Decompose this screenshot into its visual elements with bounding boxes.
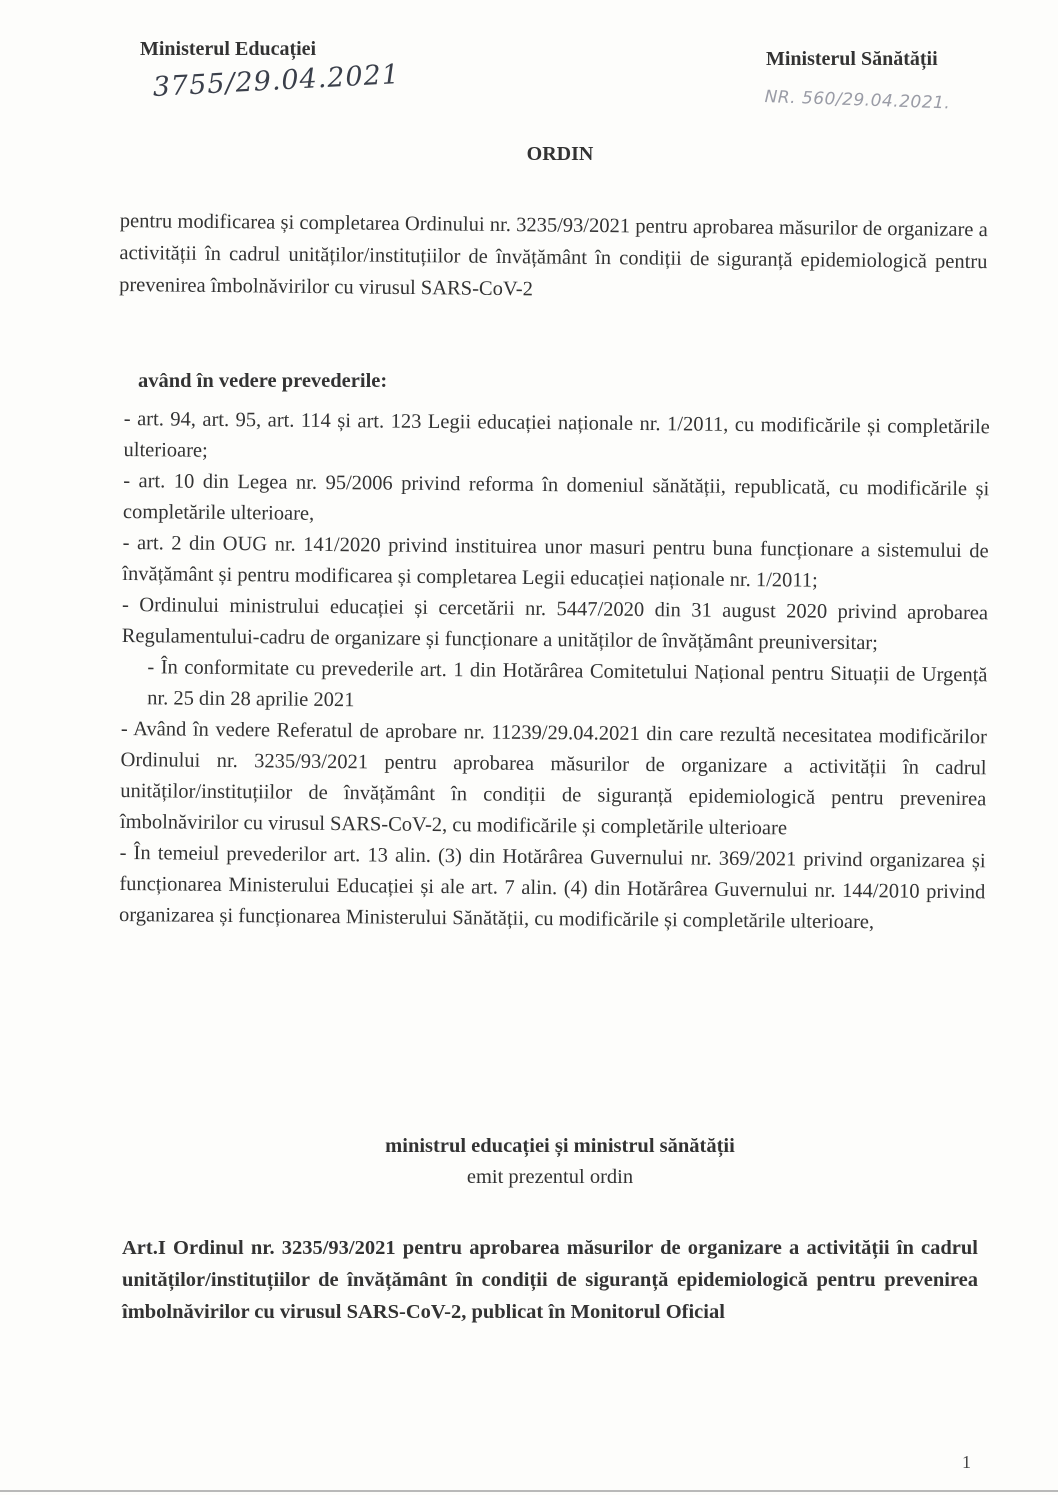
consideration-item: - În conformitate cu prevederile art. 1 din Hotărârea Comitetului Național pentru Situații de Urgență nr. 25 din 28 aprilie 2021 bbox=[147, 656, 988, 712]
consideration-item: - Ordinului ministrului educației și cercetării nr. 5447/2020 din 31 august 2020 privind aprobarea Regulamentului-cadru de organizare și funcționare a unităților de învățământ preuniversitar; bbox=[121, 593, 989, 655]
document-title: ORDIN bbox=[526, 143, 594, 165]
order-subject: pentru modificarea și completarea Ordinului nr. 3235/93/2021 pentru aprobarea măsurilor de organizare a activității în cadrul unităților/instituțiilor de învățământ în condiții de siguranță epidemiologică pentru prevenirea îmbolnăvirilor cu virusul SARS-CoV-2 bbox=[119, 209, 988, 301]
page-number: 1 bbox=[962, 1452, 971, 1472]
issuing-ministers: ministrul educației și ministrul sănătății bbox=[385, 1135, 735, 1157]
issuer-left-ministry: Ministerul Educației bbox=[140, 38, 317, 60]
consideration-item: - În temeiul prevederilor art. 13 alin. (3) din Hotărârea Guvernului nr. 369/2021 privind organizarea și funcționarea Ministerului Educației și ale art. 7 alin. (4) din Hotărârea Guvernului nr. 144/2010 privind organizarea și funcționarea Ministerului Sănătății, cu modificările și completările ulterioare, bbox=[118, 841, 986, 934]
registration-number-left-handwritten: 3755/29.04.2021 bbox=[152, 59, 401, 103]
considerations-list bbox=[119, 404, 990, 939]
issue-phrase: emit prezentul ordin bbox=[466, 1166, 634, 1188]
scan-edge-line bbox=[0, 1490, 1058, 1492]
article-1: Art.I Ordinul nr. 3235/93/2021 pentru aprobarea măsurilor de organizare a activității în cadrul unităților/instituțiilor de învățământ în condiții de siguranță epidemiologică pentru prevenirea îmbolnăvirilor cu virusul SARS-CoV-2, publicat în Monitorul Oficial bbox=[122, 1237, 978, 1323]
issuer-right-ministry: Ministerul Sănătății bbox=[766, 48, 938, 70]
consideration-item: - Având în vedere Referatul de aprobare nr. 11239/29.04.2021 din care rezultă necesitatea modificărilor Ordinului nr. 3235/93/2021 pentru aprobarea măsurilor de organizare a activității în cadrul unităților/instituțiilor de învățământ în condiții de siguranță epidemiologică pentru prevenirea îmbolnăvirilor cu virusul SARS-CoV-2, cu modificările și completările ulterioare bbox=[119, 717, 987, 840]
registration-number-right-handwritten: NR. 560/29.04.2021. bbox=[764, 87, 951, 114]
consideration-item: - art. 10 din Legea nr. 95/2006 privind reforma în domeniul sănătății, republicată, cu modificările și completările ulterioare, bbox=[122, 469, 990, 525]
consideration-item: - art. 94, art. 95, art. 114 și art. 123 Legii educației naționale nr. 1/2011, cu modificările și completările ulterioare; bbox=[123, 407, 990, 462]
consideration-item: - art. 2 din OUG nr. 141/2020 privind instituirea unor masuri pentru buna funcționare a sistemului de învățământ și pentru modificarea și completarea Legii educației naționale nr. 1/2011; bbox=[122, 531, 989, 592]
considerations-intro: având în vedere prevederile: bbox=[138, 370, 388, 392]
